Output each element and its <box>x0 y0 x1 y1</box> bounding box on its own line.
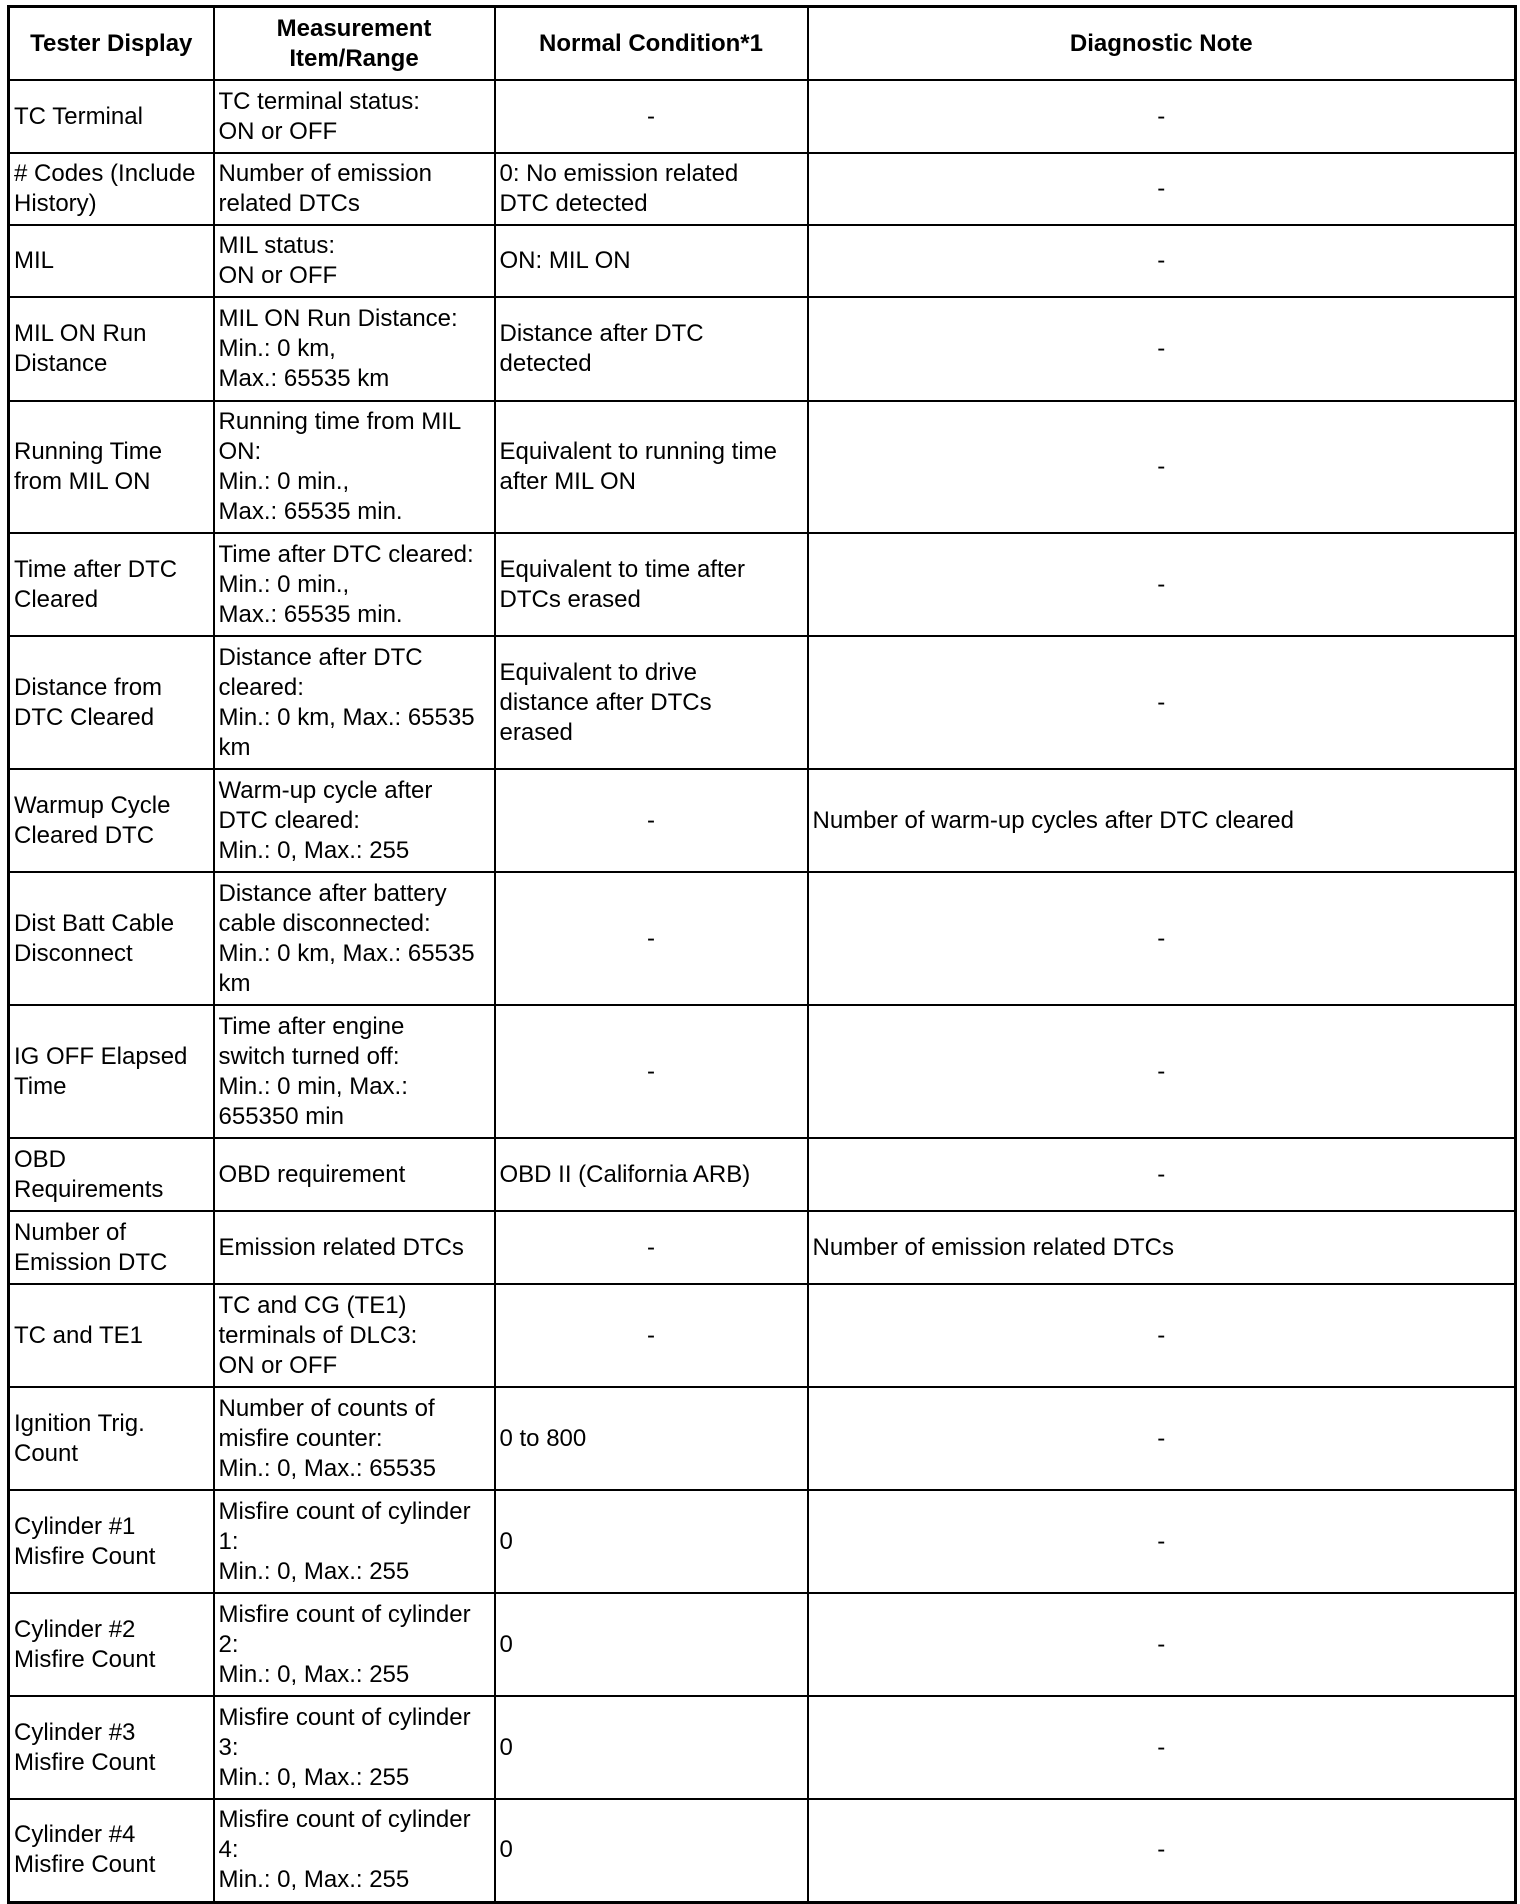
table-row <box>9 1696 1516 1799</box>
table-row <box>9 1138 1516 1211</box>
normal-condition-cell: Distance after DTC detected <box>495 297 808 401</box>
table-row <box>9 769 1516 872</box>
table-row <box>9 1211 1516 1284</box>
table-row <box>9 1387 1516 1490</box>
tester-display-cell: Number of Emission DTC <box>9 1211 214 1284</box>
normal-condition-cell: - <box>495 1284 808 1387</box>
tester-display-cell: # Codes (Include History) <box>9 153 214 225</box>
normal-condition-cell: ON: MIL ON <box>495 225 808 297</box>
measurement-item-cell: Distance after DTC cleared: Min.: 0 km, Max.: 65535 km <box>214 636 495 769</box>
measurement-item-cell: Time after DTC cleared: Min.: 0 min., Max.: 65535 min. <box>214 533 495 636</box>
normal-condition-cell: - <box>495 1005 808 1138</box>
table-row <box>9 1799 1516 1902</box>
tester-display-cell: Time after DTC Cleared <box>9 533 214 636</box>
tester-display-cell: Warmup Cycle Cleared DTC <box>9 769 214 872</box>
table-row <box>9 1593 1516 1696</box>
measurement-item-cell: TC terminal status: ON or OFF <box>214 80 495 153</box>
measurement-item-cell: TC and CG (TE1) terminals of DLC3: ON or OFF <box>214 1284 495 1387</box>
measurement-item-cell: Misfire count of cylinder 3: Min.: 0, Max.: 255 <box>214 1696 495 1799</box>
diagnostic-note-cell: - <box>808 80 1516 153</box>
header-normal-condition: Normal Condition*1 <box>495 7 808 81</box>
header-row <box>9 7 1516 81</box>
diagnostic-note-cell: - <box>808 533 1516 636</box>
header-tester-display: Tester Display <box>9 7 214 81</box>
table-row <box>9 297 1516 401</box>
table-row <box>9 80 1516 153</box>
diagnostic-note-cell: - <box>808 1284 1516 1387</box>
normal-condition-cell: - <box>495 872 808 1005</box>
diagnostic-note-cell: Number of emission related DTCs <box>808 1211 1516 1284</box>
normal-condition-cell: 0 <box>495 1490 808 1593</box>
normal-condition-cell: 0: No emission related DTC detected <box>495 153 808 225</box>
tester-display-cell: Cylinder #4 Misfire Count <box>9 1799 214 1902</box>
tester-display-cell: MIL ON Run Distance <box>9 297 214 401</box>
measurement-item-cell: Running time from MIL ON: Min.: 0 min., Max.: 65535 min. <box>214 401 495 533</box>
table-row <box>9 153 1516 225</box>
tester-display-cell: TC and TE1 <box>9 1284 214 1387</box>
measurement-item-cell: Misfire count of cylinder 2: Min.: 0, Max.: 255 <box>214 1593 495 1696</box>
normal-condition-cell: Equivalent to drive distance after DTCs erased <box>495 636 808 769</box>
tester-display-cell: TC Terminal <box>9 80 214 153</box>
diagnostic-note-cell: Number of warm-up cycles after DTC cleared <box>808 769 1516 872</box>
tester-display-cell: Cylinder #3 Misfire Count <box>9 1696 214 1799</box>
header-diagnostic-note: Diagnostic Note <box>808 7 1516 81</box>
normal-condition-cell: - <box>495 1211 808 1284</box>
measurement-item-cell: Misfire count of cylinder 1: Min.: 0, Max.: 255 <box>214 1490 495 1593</box>
table-row <box>9 401 1516 533</box>
diagnostic-note-cell: - <box>808 1696 1516 1799</box>
diagnostic-note-cell: - <box>808 1799 1516 1902</box>
diagnostic-note-cell: - <box>808 297 1516 401</box>
tester-display-cell: Ignition Trig. Count <box>9 1387 214 1490</box>
normal-condition-cell: - <box>495 769 808 872</box>
table-row <box>9 636 1516 769</box>
table-row <box>9 225 1516 297</box>
measurement-item-cell: OBD requirement <box>214 1138 495 1211</box>
diagnostic-note-cell: - <box>808 1005 1516 1138</box>
table-row <box>9 1005 1516 1138</box>
tester-display-cell: MIL <box>9 225 214 297</box>
measurement-item-cell: Time after engine switch turned off: Min.: 0 min, Max.: 655350 min <box>214 1005 495 1138</box>
tester-display-cell: Running Time from MIL ON <box>9 401 214 533</box>
table-row <box>9 1490 1516 1593</box>
header-measurement-item: Measurement Item/Range <box>214 7 495 81</box>
diagnostic-note-cell: - <box>808 1138 1516 1211</box>
table-row <box>9 533 1516 636</box>
normal-condition-cell: OBD II (California ARB) <box>495 1138 808 1211</box>
tester-display-cell: Cylinder #1 Misfire Count <box>9 1490 214 1593</box>
measurement-item-cell: MIL status: ON or OFF <box>214 225 495 297</box>
normal-condition-cell: - <box>495 80 808 153</box>
measurement-item-cell: Misfire count of cylinder 4: Min.: 0, Max.: 255 <box>214 1799 495 1902</box>
normal-condition-cell: 0 to 800 <box>495 1387 808 1490</box>
measurement-item-cell: Number of emission related DTCs <box>214 153 495 225</box>
measurement-item-cell: Warm-up cycle after DTC cleared: Min.: 0, Max.: 255 <box>214 769 495 872</box>
diagnostic-note-cell: - <box>808 1490 1516 1593</box>
measurement-item-cell: Distance after battery cable disconnected: Min.: 0 km, Max.: 65535 km <box>214 872 495 1005</box>
normal-condition-cell: 0 <box>495 1799 808 1902</box>
diagnostic-note-cell: - <box>808 872 1516 1005</box>
diagnostic-note-cell: - <box>808 1593 1516 1696</box>
measurement-item-cell: Number of counts of misfire counter: Min.: 0, Max.: 65535 <box>214 1387 495 1490</box>
table-row <box>9 1284 1516 1387</box>
diagnostic-note-cell: - <box>808 225 1516 297</box>
normal-condition-cell: 0 <box>495 1593 808 1696</box>
normal-condition-cell: Equivalent to running time after MIL ON <box>495 401 808 533</box>
diagnostic-note-cell: - <box>808 1387 1516 1490</box>
measurement-item-cell: MIL ON Run Distance: Min.: 0 km, Max.: 65535 km <box>214 297 495 401</box>
diagnostic-note-cell: - <box>808 401 1516 533</box>
diagnostic-note-cell: - <box>808 636 1516 769</box>
tester-display-cell: OBD Requirements <box>9 1138 214 1211</box>
data-monitor-table <box>7 5 1517 1904</box>
table-row <box>9 872 1516 1005</box>
normal-condition-cell: 0 <box>495 1696 808 1799</box>
tester-display-cell: IG OFF Elapsed Time <box>9 1005 214 1138</box>
tester-display-cell: Dist Batt Cable Disconnect <box>9 872 214 1005</box>
tester-display-cell: Distance from DTC Cleared <box>9 636 214 769</box>
tester-display-cell: Cylinder #2 Misfire Count <box>9 1593 214 1696</box>
normal-condition-cell: Equivalent to time after DTCs erased <box>495 533 808 636</box>
diagnostic-note-cell: - <box>808 153 1516 225</box>
measurement-item-cell: Emission related DTCs <box>214 1211 495 1284</box>
